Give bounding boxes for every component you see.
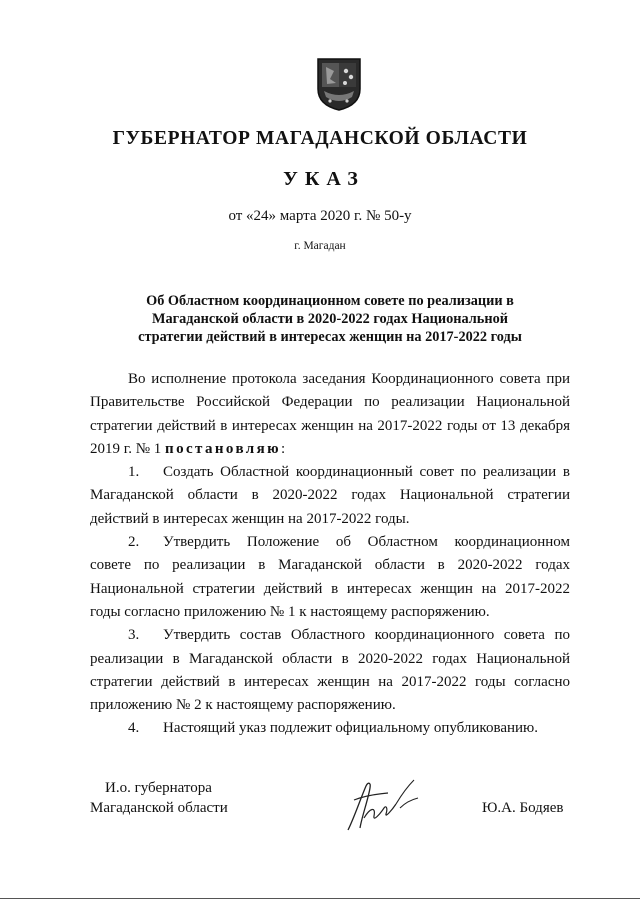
- preamble-line: Правительстве Российской Федерации по реализации Национальной: [90, 394, 570, 411]
- handwritten-signature-icon: [340, 778, 422, 836]
- decree-item: [90, 531, 570, 624]
- item-text: Настоящий указ подлежит официальному опубликованию.: [163, 720, 539, 737]
- item-text: Утвердить состав Областного координационного совета по: [163, 627, 570, 644]
- item-number: 4.: [128, 720, 140, 737]
- title-line: Об Областном координационном совете по реализации в: [146, 293, 514, 309]
- item-text: Утвердить Положение об Областном координационном: [163, 534, 570, 551]
- item-line: совете по реализации в Магаданской области в 2020-2022 годах: [90, 557, 570, 574]
- signatory-name: Ю.А. Бодяев: [482, 800, 564, 816]
- item-text: Создать Областной координационный совет по реализации в: [163, 464, 570, 481]
- item-number: 2.: [128, 534, 140, 551]
- document-type-heading: УКАЗ: [283, 168, 365, 190]
- decree-item: [90, 624, 570, 717]
- signatory-position-line: И.о. губернатора: [105, 780, 212, 796]
- item-line: действий в интересах женщин на 2017-2022 годы.: [90, 510, 410, 527]
- decree-body: [90, 368, 570, 741]
- item-line: [90, 531, 570, 554]
- issuer-heading: ГУБЕРНАТОР МАГАДАНСКОЙ ОБЛАСТИ: [112, 128, 528, 149]
- decree-title: [100, 292, 560, 346]
- item-line: годы согласно приложению № 1 к настоящему распоряжению.: [90, 603, 490, 620]
- preamble-paragraph: [90, 368, 570, 461]
- item-line: приложению № 2 к настоящему распоряжению.: [90, 697, 396, 714]
- item-number: 1.: [128, 464, 140, 481]
- preamble-line-prefix: 2019 г. № 1: [90, 440, 162, 457]
- preamble-line: Во исполнение протокола заседания Координационного совета при: [128, 371, 570, 387]
- item-line: Национальной стратегии действий в интересах женщин на 2017-2022: [90, 580, 570, 597]
- decree-word: постановляю: [165, 440, 281, 457]
- item-line: [90, 461, 570, 484]
- item-line: реализации в Магаданской области в 2020-2022 годах Национальной: [90, 650, 570, 667]
- title-line: стратегии действий в интересах женщин на 2017-2022 годы: [138, 329, 522, 345]
- item-number: 3.: [128, 627, 140, 644]
- issue-city: г. Магадан: [294, 240, 346, 252]
- item-line: [90, 624, 570, 647]
- preamble-line: [90, 438, 570, 461]
- preamble-line: стратегии действий в интересах женщин на 2017-2022 годы от 13 декабря: [90, 417, 570, 434]
- item-line: Магаданской области в 2020-2022 годах Национальной стратегии: [90, 487, 570, 504]
- item-line: стратегии действий в интересах женщин на 2017-2022 годы согласно: [90, 673, 570, 690]
- signatory-position-line: Магаданской области: [90, 800, 228, 816]
- signatory-position: [90, 778, 228, 818]
- item-line: [90, 717, 570, 740]
- decree-item: [90, 717, 570, 740]
- decree-date-number: от «24» марта 2020 г. № 50-у: [228, 208, 412, 224]
- preamble-line-suffix: :: [280, 440, 286, 457]
- page-bottom-border: [0, 898, 640, 899]
- title-line: Магаданской области в 2020-2022 годах Национальной: [152, 311, 508, 327]
- decree-item: [90, 461, 570, 531]
- magadan-coat-of-arms-icon: [316, 57, 362, 111]
